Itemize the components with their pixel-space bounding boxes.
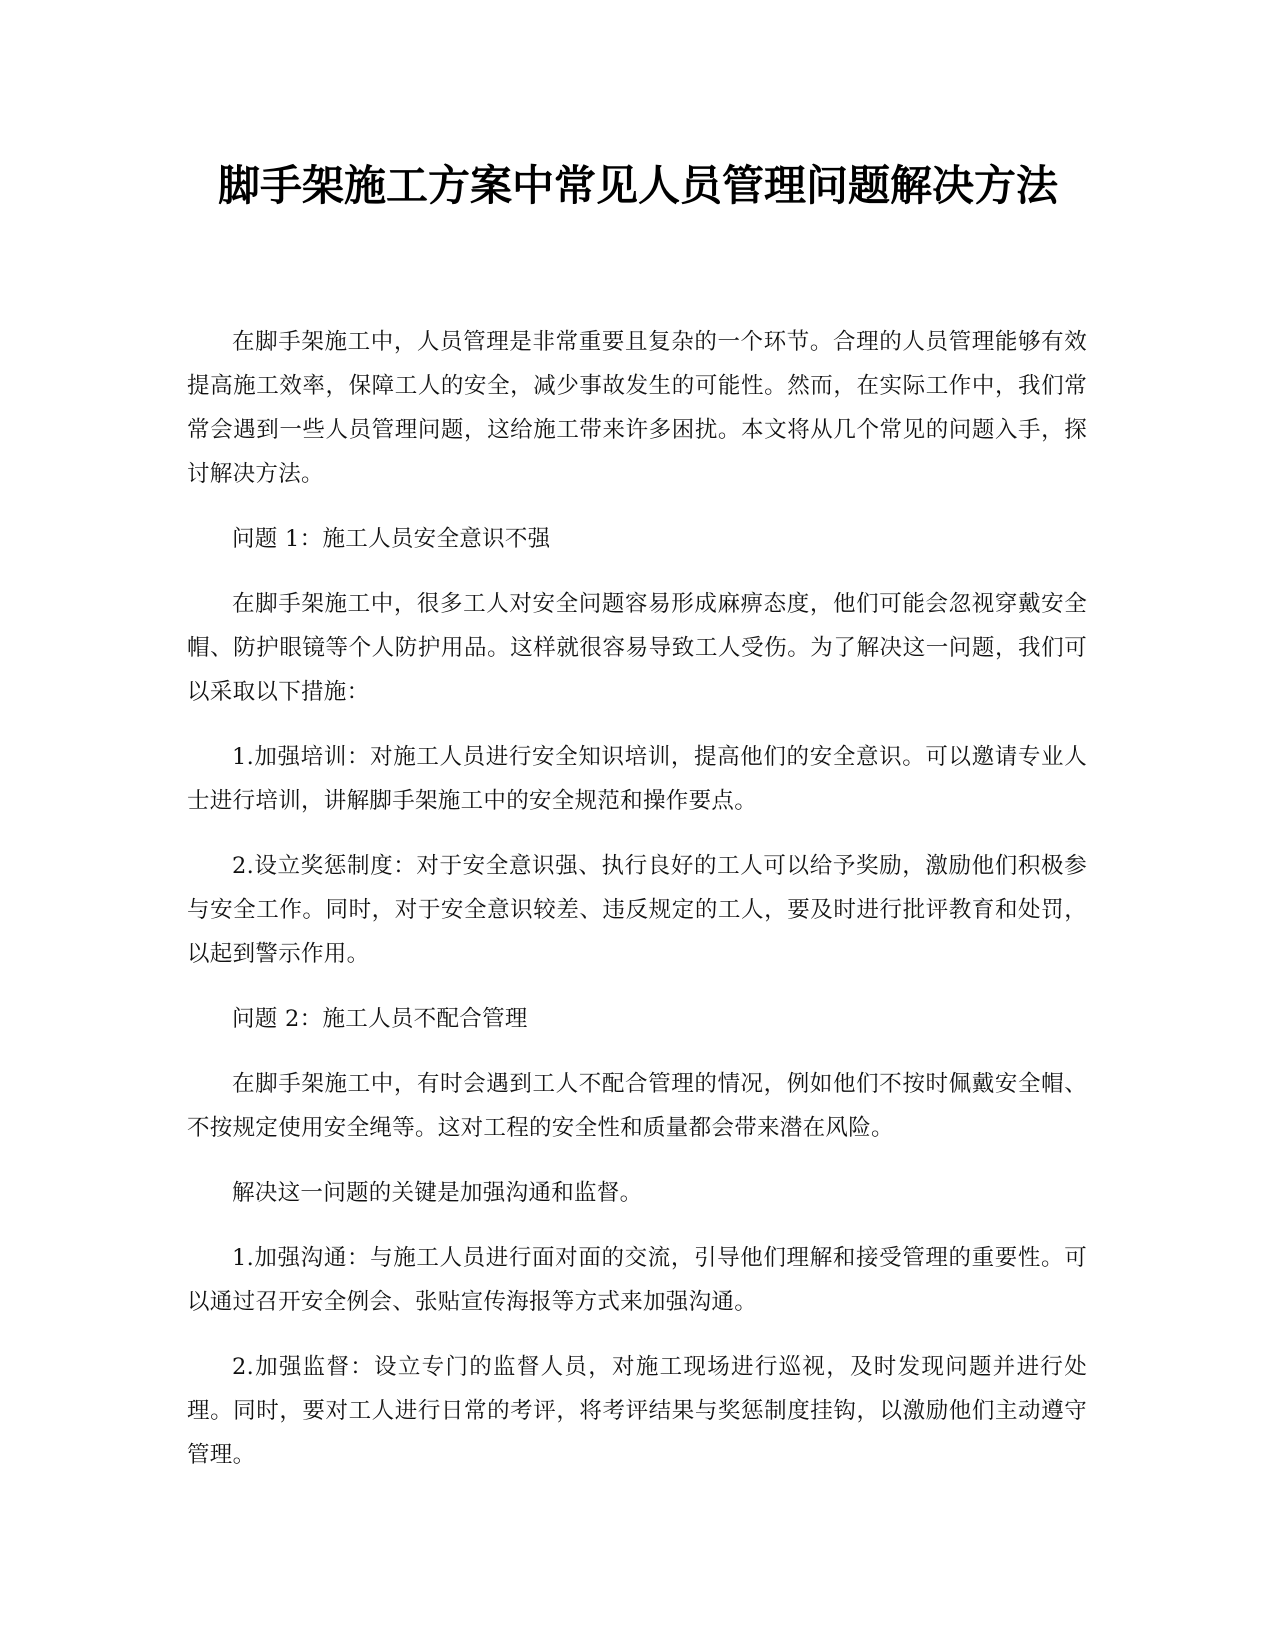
problem-2-key-point: 解决这一问题的关键是加强沟通和监督。 xyxy=(232,1180,643,1206)
problem-1-measure-2: 2.设立奖惩制度：对于安全意识强、执行良好的工人可以给予奖励，激励他们积极参与安全工作。同时，对于安全意识较差、违反规定的工人，要及时进行批评教育和处罚，以起到警示作用。 xyxy=(187,853,1087,967)
problem-2-description: 在脚手架施工中，有时会遇到工人不配合管理的情况，例如他们不按时佩戴安全帽、不按规定使用安全绳等。这对工程的安全性和质量都会带来潜在风险。 xyxy=(187,1071,1087,1141)
problem-1-heading: 问题 1：施工人员安全意识不强 xyxy=(232,526,551,552)
problem-1-measure-1: 1.加强培训：对施工人员进行安全知识培训，提高他们的安全意识。可以邀请专业人士进行培训，讲解脚手架施工中的安全规范和操作要点。 xyxy=(187,744,1087,814)
problem-1-description: 在脚手架施工中，很多工人对安全问题容易形成麻痹态度，他们可能会忽视穿戴安全帽、防护眼镜等个人防护用品。这样就很容易导致工人受伤。为了解决这一问题，我们可以采取以下措施： xyxy=(187,591,1087,705)
document-title: 脚手架施工方案中常见人员管理问题解决方法 xyxy=(217,161,1058,210)
problem-2-heading: 问题 2：施工人员不配合管理 xyxy=(232,1006,528,1032)
problem-2-measure-1: 1.加强沟通：与施工人员进行面对面的交流，引导他们理解和接受管理的重要性。可以通过召开安全例会、张贴宣传海报等方式来加强沟通。 xyxy=(187,1245,1087,1315)
intro-paragraph: 在脚手架施工中，人员管理是非常重要且复杂的一个环节。合理的人员管理能够有效提高施工效率，保障工人的安全，减少事故发生的可能性。然而，在实际工作中，我们常常会遇到一些人员管理问题，这给施工带来许多困扰。本文将从几个常见的问题入手，探讨解决方法。 xyxy=(187,329,1087,487)
document-body xyxy=(187,320,1087,1498)
problem-2-measure-2: 2.加强监督：设立专门的监督人员，对施工现场进行巡视，及时发现问题并进行处理。同时，要对工人进行日常的考评，将考评结果与奖惩制度挂钩，以激励他们主动遵守管理。 xyxy=(187,1354,1087,1468)
